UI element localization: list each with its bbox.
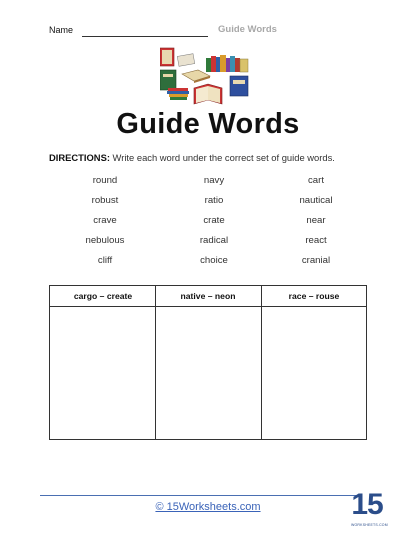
word-bank-item: radical	[199, 235, 229, 246]
footer-copyright-link[interactable]: © 15Worksheets.com	[155, 501, 261, 513]
name-label: Name	[49, 25, 74, 35]
worksheet-name: Guide Words	[218, 24, 277, 35]
page-title: Guide Words	[116, 108, 300, 140]
word-bank-item: cranial	[301, 255, 331, 266]
word-bank-item: choice	[200, 255, 228, 266]
word-bank-item: navy	[203, 175, 225, 186]
logo-number: 15	[351, 488, 383, 521]
guide-words-table	[49, 285, 367, 440]
books-illustration	[160, 46, 256, 108]
footer-divider	[40, 495, 362, 496]
directions	[49, 152, 335, 163]
word-bank-item: ratio	[204, 195, 224, 206]
column-divider	[155, 286, 156, 439]
site-logo[interactable]	[351, 488, 388, 532]
column-header-cargo-create: cargo – create	[73, 291, 133, 301]
directions-label: DIRECTIONS:	[49, 152, 110, 163]
word-bank-item: nautical	[299, 195, 333, 206]
word-bank-item: nebulous	[85, 235, 125, 246]
word-bank-item: crave	[93, 215, 117, 226]
word-bank-item: cliff	[97, 255, 113, 266]
logo-text: WORKSHEETS.COM	[351, 523, 388, 527]
word-bank-item: cart	[308, 175, 324, 186]
directions-text: Write each word under the correct set of guide words.	[109, 152, 335, 163]
column-divider	[261, 286, 262, 439]
word-bank-item: near	[306, 215, 326, 226]
column-header-native-neon: native – neon	[180, 291, 236, 301]
column-header-race-rouse: race – rouse	[288, 291, 340, 301]
word-bank-item: crate	[203, 215, 225, 226]
name-line[interactable]	[82, 36, 208, 37]
word-bank-item: robust	[91, 195, 119, 206]
word-bank-item: react	[305, 235, 327, 246]
word-bank-item: round	[92, 175, 118, 186]
